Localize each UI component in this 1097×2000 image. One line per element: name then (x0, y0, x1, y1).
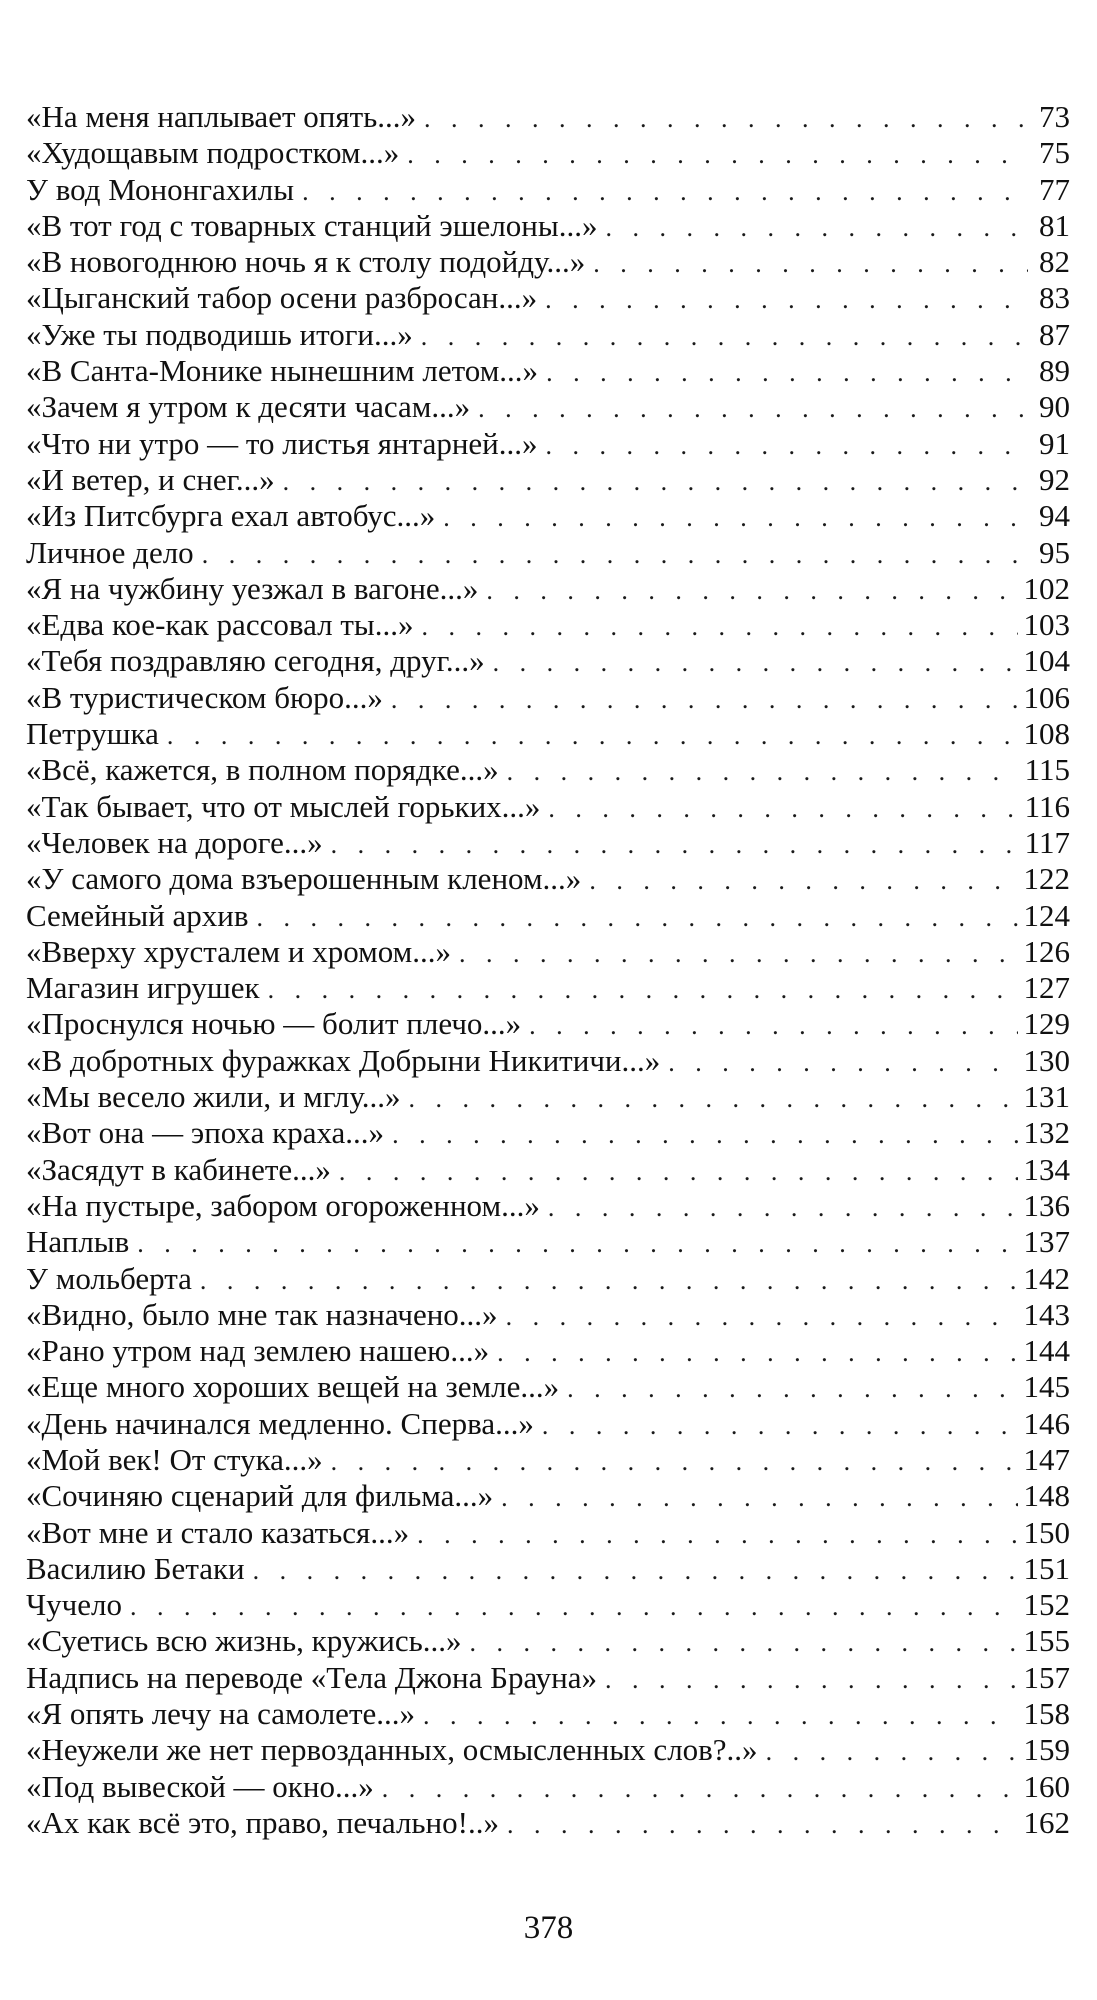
toc-entry (26, 1188, 1070, 1224)
dot-leader (382, 1771, 1018, 1807)
toc-entry (26, 244, 1070, 280)
toc-entry-title: «Засядут в кабинете...» (26, 1151, 331, 1187)
toc-entry-title: «Рано утром над землею нашею...» (26, 1333, 490, 1369)
dot-leader (546, 355, 1028, 391)
toc-entry-page: 75 (1039, 135, 1070, 171)
dot-leader (130, 1589, 1018, 1625)
dot-leader (202, 537, 1028, 573)
toc-entry-title: У мольберта (26, 1260, 192, 1296)
dot-leader (766, 1734, 1018, 1770)
toc-entry-page: 91 (1039, 425, 1070, 461)
toc-entry-page: 103 (1023, 607, 1070, 643)
toc-entry-page: 127 (1023, 970, 1070, 1006)
dot-leader (548, 791, 1018, 827)
dot-leader (407, 137, 1028, 173)
toc-entry (26, 353, 1070, 389)
toc-entry-page: 129 (1023, 1006, 1070, 1042)
toc-entry (26, 1006, 1070, 1042)
toc-entry-page: 92 (1039, 461, 1070, 497)
toc-entry-page: 94 (1039, 498, 1070, 534)
dot-leader (302, 174, 1028, 210)
toc-entry (26, 789, 1070, 825)
toc-entry-title: «В тот год с товарных станций эшелоны...» (26, 207, 598, 243)
toc-entry-title: «На меня наплывает опять...» (26, 99, 417, 134)
toc-entry-title: «И ветер, и снег...» (26, 461, 275, 497)
toc-entry (26, 680, 1070, 716)
toc-entry-page: 89 (1039, 353, 1070, 389)
toc-entry-title: «Вот мне и стало казаться...» (26, 1514, 410, 1550)
toc-entry-page: 130 (1023, 1042, 1070, 1078)
toc-entry-page: 147 (1023, 1441, 1070, 1477)
toc-entry-page: 104 (1023, 643, 1070, 679)
toc-entry-title: Василию Бетаки (26, 1550, 245, 1586)
dot-leader (493, 645, 1018, 681)
toc-entry (26, 1587, 1070, 1623)
toc-entry (26, 1152, 1070, 1188)
toc-entry (26, 716, 1070, 752)
table-of-contents (26, 99, 1070, 1841)
dot-leader (268, 972, 1018, 1008)
toc-entry (26, 280, 1070, 316)
toc-entry-page: 90 (1039, 389, 1070, 425)
toc-entry (26, 1406, 1070, 1442)
toc-entry-page: 146 (1023, 1405, 1070, 1441)
toc-entry-title: Наплыв (26, 1224, 130, 1260)
toc-entry (26, 1769, 1070, 1805)
dot-leader (486, 573, 1017, 609)
dot-leader (497, 1335, 1017, 1371)
dot-leader (421, 319, 1028, 355)
toc-entry-title: «Человек на дороге...» (26, 824, 323, 860)
toc-entry-title: «День начинался медленно. Сперва...» (26, 1405, 534, 1441)
toc-entry (26, 317, 1070, 353)
toc-entry-title: «На пустыре, забором огороженном...» (26, 1187, 540, 1223)
toc-entry-title: «Мой век! От стука...» (26, 1441, 323, 1477)
toc-entry-title: «Худощавым подростком...» (26, 135, 400, 171)
toc-entry-title: «Мы весело жили, и мглу...» (26, 1079, 401, 1115)
toc-entry-page: 150 (1023, 1514, 1070, 1550)
dot-leader (331, 827, 1019, 863)
toc-entry (26, 1442, 1070, 1478)
toc-entry (26, 571, 1070, 607)
dot-leader (507, 754, 1019, 790)
toc-entry-page: 124 (1023, 897, 1070, 933)
toc-entry-title: Личное дело (26, 534, 194, 570)
toc-entry-title: «Что ни утро — то листья янтарней...» (26, 425, 538, 461)
toc-entry-title: «Цыганский табор осени разбросан...» (26, 280, 538, 316)
toc-entry-title: Чучело (26, 1587, 122, 1623)
dot-leader (478, 391, 1028, 427)
toc-entry-title: «Сочиняю сценарий для фильма...» (26, 1478, 494, 1514)
toc-entry (26, 861, 1070, 897)
toc-entry (26, 535, 1070, 571)
toc-entry-page: 83 (1039, 280, 1070, 316)
toc-entry (26, 1043, 1070, 1079)
toc-entry-page: 131 (1023, 1079, 1070, 1115)
dot-leader (421, 609, 1017, 645)
toc-entry-title: «Так бывает, что от мыслей горьких...» (26, 788, 541, 824)
toc-entry-title: «У самого дома взъерошенным кленом...» (26, 861, 582, 897)
toc-entry (26, 389, 1070, 425)
dot-leader (529, 1008, 1017, 1044)
dot-leader (424, 101, 1028, 137)
dot-leader (331, 1444, 1018, 1480)
toc-entry-title: «Я опять лечу на самолете...» (26, 1696, 415, 1732)
toc-entry-page: 137 (1023, 1224, 1070, 1260)
dot-leader (137, 1226, 1017, 1262)
toc-entry (26, 498, 1070, 534)
toc-entry-page: 155 (1023, 1623, 1070, 1659)
toc-entry (26, 1297, 1070, 1333)
toc-entry (26, 135, 1070, 171)
toc-entry-title: «Проснулся ночью — болит плечо...» (26, 1006, 522, 1042)
toc-entry-page: 115 (1024, 752, 1070, 788)
toc-entry-page: 82 (1039, 244, 1070, 280)
toc-entry (26, 208, 1070, 244)
toc-entry-page: 77 (1039, 171, 1070, 207)
toc-entry-title: «Еще много хороших вещей на земле...» (26, 1369, 560, 1405)
toc-entry (26, 607, 1070, 643)
page-number: 378 (523, 1910, 574, 1946)
toc-entry (26, 1224, 1070, 1260)
toc-entry (26, 1115, 1070, 1151)
dot-leader (423, 1698, 1018, 1734)
toc-entry-page: 151 (1023, 1550, 1070, 1586)
toc-entry (26, 752, 1070, 788)
dot-leader (668, 1045, 1017, 1081)
toc-entry-page: 132 (1023, 1115, 1070, 1151)
toc-entry-page: 87 (1039, 316, 1070, 352)
toc-entry-page: 152 (1023, 1587, 1070, 1623)
dot-leader (417, 1517, 1017, 1553)
toc-entry (26, 462, 1070, 498)
dot-leader (542, 1408, 1018, 1444)
toc-entry (26, 1515, 1070, 1551)
dot-leader (506, 1299, 1018, 1335)
toc-entry-title: «Из Питсбурга ехал автобус...» (26, 498, 436, 534)
toc-entry (26, 1478, 1070, 1514)
toc-entry (26, 172, 1070, 208)
toc-entry-page: 122 (1023, 861, 1070, 897)
toc-entry-page: 142 (1023, 1260, 1070, 1296)
toc-entry (26, 1369, 1070, 1405)
toc-entry-title: «Всё, кажется, в полном порядке...» (26, 752, 499, 788)
toc-entry-page: 108 (1023, 716, 1070, 752)
dot-leader (507, 1807, 1018, 1843)
toc-entry-page: 157 (1023, 1659, 1070, 1695)
toc-entry (26, 898, 1070, 934)
dot-leader (593, 246, 1028, 282)
toc-entry (26, 643, 1070, 679)
dot-leader (545, 282, 1028, 318)
dot-leader (470, 1625, 1018, 1661)
toc-entry-title: «Уже ты подводишь итоги...» (26, 316, 413, 352)
toc-entry (26, 1696, 1070, 1732)
dot-leader (392, 1117, 1017, 1153)
toc-entry (26, 1623, 1070, 1659)
toc-entry (26, 99, 1070, 135)
toc-entry-page: 145 (1023, 1369, 1070, 1405)
dot-leader (459, 936, 1017, 972)
toc-entry-title: У вод Мононгахилы (26, 171, 295, 207)
toc-entry-page: 117 (1024, 824, 1070, 860)
dot-leader (200, 1263, 1018, 1299)
toc-entry-title: «Я на чужбину уезжал в вагоне...» (26, 570, 479, 606)
toc-entry-page: 102 (1023, 570, 1070, 606)
dot-leader (501, 1480, 1017, 1516)
toc-entry-page: 158 (1023, 1696, 1070, 1732)
toc-entry-page: 162 (1023, 1804, 1070, 1840)
toc-entry (26, 1261, 1070, 1297)
toc-entry-page: 144 (1023, 1333, 1070, 1369)
toc-entry-title: «В Санта-Монике нынешним летом...» (26, 353, 539, 389)
dot-leader (253, 1553, 1018, 1589)
toc-entry (26, 1551, 1070, 1587)
dot-leader (443, 500, 1028, 536)
toc-entry-title: «Зачем я утром к десяти часам...» (26, 389, 471, 425)
toc-entry (26, 1333, 1070, 1369)
toc-entry (26, 426, 1070, 462)
toc-entry (26, 825, 1070, 861)
toc-entry-page: 95 (1039, 534, 1070, 570)
dot-leader (167, 718, 1018, 754)
toc-entry-title: Магазин игрушек (26, 970, 260, 1006)
toc-entry-title: «В туристическом бюро...» (26, 679, 383, 715)
dot-leader (409, 1081, 1018, 1117)
toc-entry-title: Семейный архив (26, 897, 249, 933)
toc-entry-page: 73 (1039, 99, 1070, 134)
dot-leader (546, 428, 1028, 464)
toc-entry (26, 1805, 1070, 1841)
dot-leader (605, 210, 1028, 246)
toc-entry-page: 126 (1023, 933, 1070, 969)
toc-entry-title: «Под вывеской — окно...» (26, 1768, 374, 1804)
toc-entry-page: 106 (1023, 679, 1070, 715)
toc-entry-title: Петрушка (26, 716, 159, 752)
toc-entry-page: 134 (1023, 1151, 1070, 1187)
dot-leader (283, 464, 1028, 500)
toc-entry-page: 159 (1023, 1732, 1070, 1768)
toc-entry-title: «Суетись всю жизнь, кружись...» (26, 1623, 462, 1659)
toc-entry-page: 143 (1023, 1296, 1070, 1332)
toc-entry-title: «В новогоднюю ночь я к столу подойду...» (26, 244, 586, 280)
toc-entry-title: «Едва кое-как рассовал ты...» (26, 607, 414, 643)
dot-leader (257, 900, 1018, 936)
toc-entry-page: 136 (1023, 1187, 1070, 1223)
toc-entry-page: 148 (1023, 1478, 1070, 1514)
toc-entry-title: Надпись на переводе «Тела Джона Брауна» (26, 1659, 597, 1695)
toc-entry-title: «Видно, было мне так назначено...» (26, 1296, 498, 1332)
dot-leader (605, 1662, 1018, 1698)
toc-entry-title: «Ах как всё это, право, печально!..» (26, 1804, 499, 1840)
toc-entry (26, 934, 1070, 970)
toc-entry (26, 1660, 1070, 1696)
toc-entry (26, 970, 1070, 1006)
dot-leader (548, 1190, 1018, 1226)
toc-entry-page: 116 (1024, 788, 1070, 824)
toc-entry-page: 160 (1023, 1768, 1070, 1804)
dot-leader (589, 863, 1017, 899)
dot-leader (339, 1154, 1018, 1190)
toc-entry (26, 1732, 1070, 1768)
toc-entry (26, 1079, 1070, 1115)
dot-leader (391, 682, 1018, 718)
toc-entry-title: «Неужели же нет первозданных, осмысленных слов?..» (26, 1732, 758, 1768)
toc-entry-title: «Вот она — эпоха краха...» (26, 1115, 385, 1151)
toc-entry-title: «Вверху хрусталем и хромом...» (26, 933, 452, 969)
dot-leader (567, 1371, 1017, 1407)
toc-entry-title: «Тебя поздравляю сегодня, друг...» (26, 643, 485, 679)
toc-entry-title: «В добротных фуражках Добрыни Никитичи...» (26, 1042, 661, 1078)
toc-entry-page: 81 (1039, 207, 1070, 243)
